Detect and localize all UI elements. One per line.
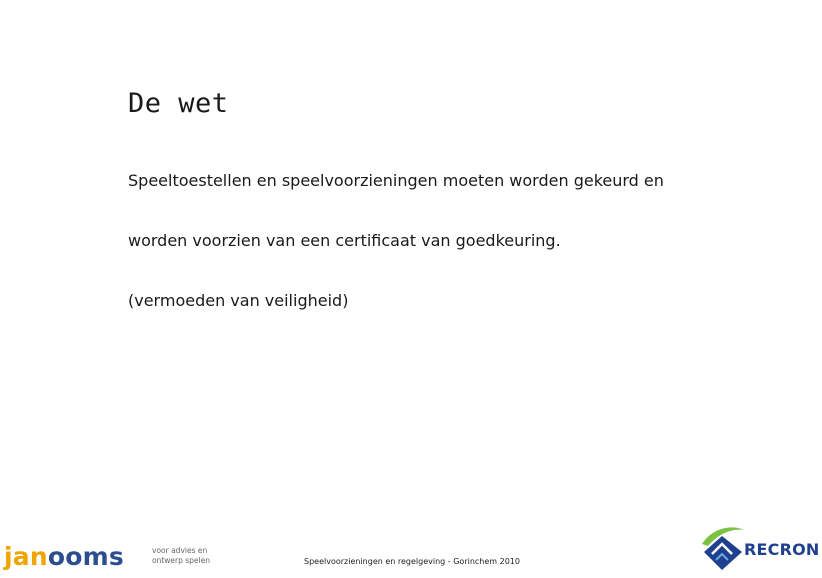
janooms-logo-ooms: ooms [47, 542, 124, 571]
body-line-3: (vermoeden van veiligheid) [128, 291, 349, 310]
recron-logo-text: RECRON [744, 540, 820, 559]
body-line-2: worden voorzien van een certificaat van goedkeuring. [128, 231, 561, 250]
tagline-line-1: voor advies en [152, 546, 208, 555]
janooms-logo-jan: jan [4, 542, 48, 571]
janooms-logo [4, 540, 124, 574]
body-line-1: Speeltoestellen en speelvoorzieningen moeten worden gekeurd en [128, 171, 664, 190]
footer-caption: Speelvoorzieningen en regelgeving - Gorinchem 2010 [304, 557, 520, 566]
janooms-tagline [152, 546, 210, 566]
slide-title: De wet [128, 88, 229, 119]
tagline-line-2: ontwerp spelen [152, 556, 210, 565]
